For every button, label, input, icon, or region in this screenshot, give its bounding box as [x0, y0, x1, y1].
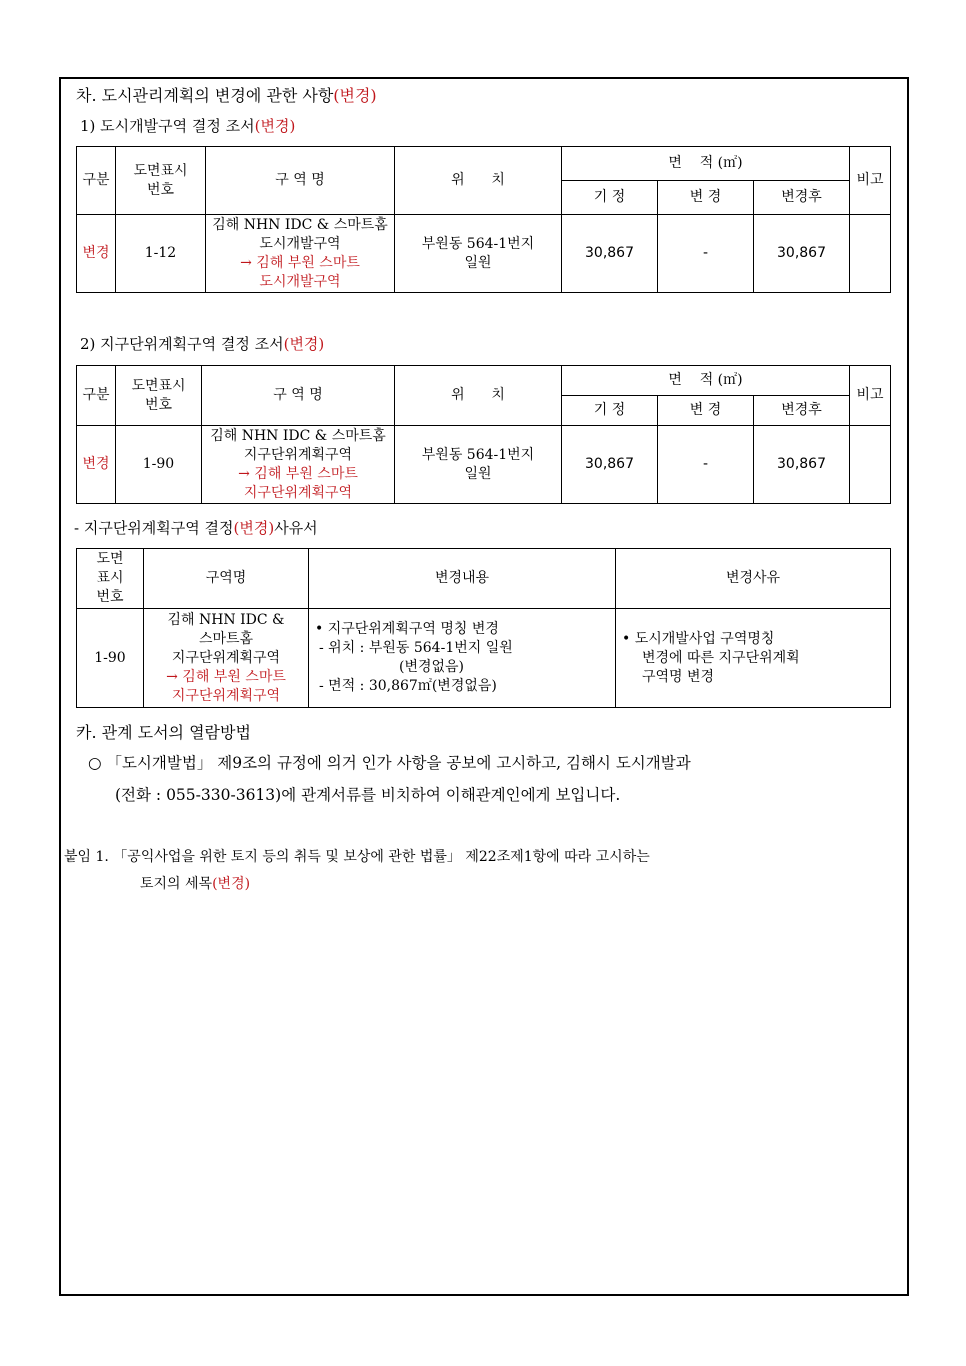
attachment-line2-text: 토지의 세목 [140, 876, 213, 892]
table1-row-name-new2: 도시개발구역 [259, 273, 341, 290]
table3-row-name-new2: 지구단위계획구역 [171, 687, 281, 704]
table1-heading-tag: (변경) [254, 117, 296, 135]
table2-header-after: 변경후 [754, 396, 850, 426]
section-cha-title-text: 차. 도시관리계획의 변경에 관한 사항 [76, 86, 334, 105]
table3 [76, 548, 891, 708]
table1-row-location [395, 215, 562, 293]
table3-row-content1: • 지구단위계획구역 명칭 변경 [315, 621, 499, 637]
table3-row-reason [616, 609, 891, 708]
table1-row-name-old1: 김해 NHN IDC & 스마트홈 [212, 216, 388, 233]
table3-header-dobeon3: 번호 [96, 589, 124, 605]
table3-header-reason: 변경사유 [616, 549, 891, 609]
table2-row-gubun: 변경 [77, 426, 116, 504]
table1-header-location: 위 치 [395, 147, 562, 215]
table1-row-change: - [658, 215, 754, 293]
table2-row-existing: 30,867 [562, 426, 658, 504]
table3-header-dobeon [77, 549, 144, 609]
table3-row-reason3: 구역명 변경 [642, 668, 715, 685]
table3-header-name: 구역명 [144, 549, 309, 609]
section-cha-title [76, 83, 377, 106]
table3-header-dobeon2: 표시 [96, 570, 124, 586]
table3-header-content: 변경내용 [309, 549, 616, 609]
table3-row-content4: - 면적 : 30,867㎡(변경없음) [319, 678, 497, 694]
table2-heading-text: 2) 지구단위계획구역 결정 조서 [80, 335, 284, 353]
table3-heading [74, 517, 318, 538]
table3-row-name3: 지구단위계획구역 [171, 649, 281, 666]
table2-row-name-old2: 지구단위계획구역 [243, 446, 353, 463]
table1-heading [80, 115, 295, 136]
section-ka-title: 카. 관계 도서의 열람방법 [76, 723, 251, 742]
section-ka-line2: (전화 : 055-330-3613)에 관계서류를 비치하여 이해관계인에게 보입니다. [115, 786, 621, 804]
table1-row-name-new1: → 김해 부원 스마트 [240, 254, 360, 271]
attachment-line2-tag: (변경) [212, 876, 251, 892]
table2-header-name: 구 역 명 [202, 366, 395, 426]
table2-row-location1: 부원동 564-1번지 [421, 446, 535, 463]
table2-row-name-old1: 김해 NHN IDC & 스마트홈 [210, 427, 386, 444]
attachment-line2 [140, 873, 250, 893]
table2-row-name-new2: 지구단위계획구역 [243, 484, 353, 501]
table3-row-content3: (변경없음) [399, 659, 465, 675]
table1-row-dobeon: 1-12 [116, 215, 206, 293]
table1-header-gubun: 구분 [77, 147, 116, 215]
attachment-line1: 붙임 1. 「공익사업을 위한 토지 등의 취득 및 보상에 관한 법률」 제22조제1항에 따라 고시하는 [64, 849, 650, 865]
table2-header-change: 변 경 [658, 396, 754, 426]
table3-row-content [309, 609, 616, 708]
table1-header-area: 면 적 (㎡) [562, 147, 850, 181]
table1-row-name-old2: 도시개발구역 [259, 235, 341, 252]
table1-row-name [206, 215, 395, 293]
table2-row-after: 30,867 [754, 426, 850, 504]
table3-row-name1: 김해 NHN IDC & [167, 611, 285, 628]
table2 [76, 365, 891, 504]
table1-row-after: 30,867 [754, 215, 850, 293]
table1-heading-text: 1) 도시개발구역 결정 조서 [80, 117, 255, 135]
table2-heading [80, 333, 324, 354]
table2-row-name [202, 426, 395, 504]
table1-header-change: 변 경 [658, 181, 754, 215]
table1-header-name: 구 역 명 [206, 147, 395, 215]
table2-row-change: - [658, 426, 754, 504]
section-ka-line1: ○ 「도시개발법」 제9조의 규정에 의거 인가 사항을 공보에 고시하고, 김해시 도시개발과 [88, 754, 691, 772]
table2-header-existing: 기 정 [562, 396, 658, 426]
table1-row-location2: 일원 [464, 254, 492, 271]
table1-header-dobeon: 도면표시 번호 [116, 147, 206, 215]
table3-row-content2: - 위치 : 부원동 564-1번지 일원 [319, 640, 513, 656]
table3-row-reason2: 변경에 따른 지구단위계획 [642, 649, 800, 666]
table2-header-note: 비고 [850, 366, 891, 426]
table1 [76, 146, 891, 293]
table2-header-gubun: 구분 [77, 366, 116, 426]
section-cha-title-tag: (변경) [333, 86, 377, 105]
table3-row-reason1: • 도시개발사업 구역명칭 [622, 630, 775, 647]
table1-row-note [850, 215, 891, 293]
table2-header-dobeon: 도면표시 번호 [116, 366, 202, 426]
table3-heading-pre: - 지구단위계획구역 결정 [74, 519, 234, 537]
table1-header-after: 변경후 [754, 181, 850, 215]
table3-row-name2: 스마트홈 [198, 630, 254, 647]
table2-row-dobeon: 1-90 [116, 426, 202, 504]
table3-heading-post: 사유서 [274, 519, 318, 537]
table2-header-area: 면 적 (㎡) [562, 366, 850, 396]
table2-row-name-new1: → 김해 부원 스마트 [238, 465, 358, 482]
table1-header-existing: 기 정 [562, 181, 658, 215]
table3-heading-tag: (변경) [233, 519, 275, 537]
table2-row-note [850, 426, 891, 504]
table2-row-location [395, 426, 562, 504]
table1-row-existing: 30,867 [562, 215, 658, 293]
table1-row-location1: 부원동 564-1번지 [421, 235, 535, 252]
table2-heading-tag: (변경) [283, 335, 325, 353]
table3-header-dobeon1: 도면 [96, 551, 124, 567]
table2-row-location2: 일원 [464, 465, 492, 482]
table1-header-note: 비고 [850, 147, 891, 215]
table3-row-name-new1: → 김해 부원 스마트 [166, 668, 286, 685]
table3-row-dobeon: 1-90 [77, 609, 144, 708]
table3-row-name [144, 609, 309, 708]
table1-row-gubun: 변경 [77, 215, 116, 293]
table2-header-location: 위 치 [395, 366, 562, 426]
